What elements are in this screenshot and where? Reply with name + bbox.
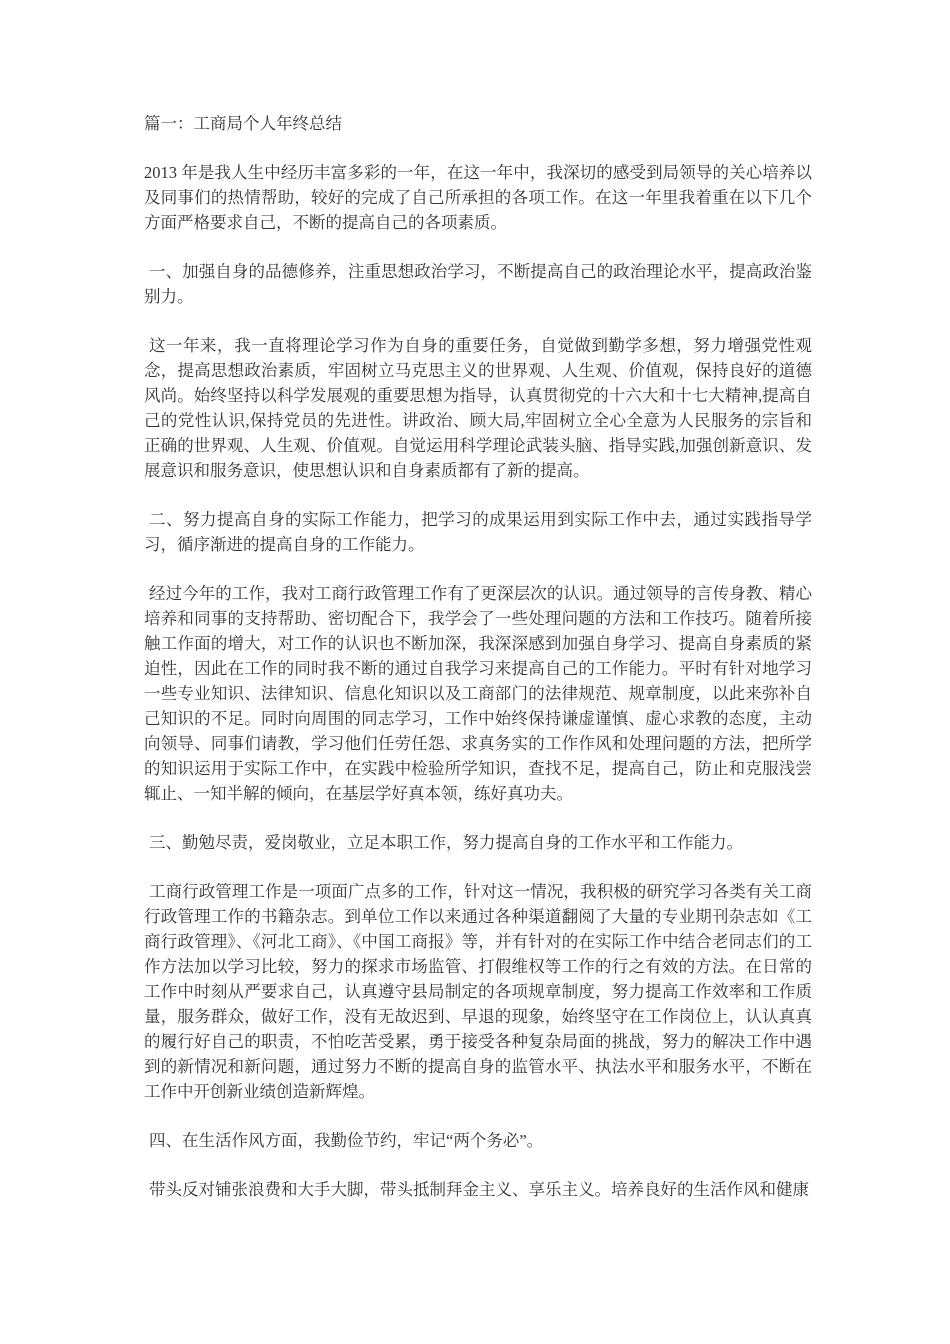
section-2-body: 经过今年的工作，我对工商行政管理工作有了更深层次的认识。通过领导的言传身教、精心培养和同事的支持帮助、密切配合下，我学会了一些处理问题的方法和工作技巧。随着所接触工作面的增大，对工作的认识也不断加深，我深深感到加强自身学习、提高自身素质的紧迫性，因此在工作的同时我不断的通过自我学习来提高自己的工作能力。平时有针对地学习一些专业知识、法律知识、信息化知识以及工商部门的法律规范、规章制度，以此来弥补自己知识的不足。同时向周围的同志学习，工作中始终保持谦虚谨慎、虚心求教的态度，主动向领导、同事们请教，学习他们任劳任怨、求真务实的工作作风和处理问题的方法，把所学的知识运用于实际工作中，在实践中检验所学知识，查找不足，提高自己，防止和克服浅尝辄止、一知半解的倾向，在基层学好真本领，练好真功夫。 [144,584,812,803]
section-3-title: 三、勤勉尽责，爱岗敬业，立足本职工作，努力提高自身的工作水平和工作能力。 [149,833,743,852]
section-4-title: 四、在生活作风方面，我勤俭节约，牢记“两个务必”。 [149,1131,544,1150]
section-3-body: 工商行政管理工作是一项面广点多的工作，针对这一情况，我积极的研究学习各类有关工商行政管理工作的书籍杂志。到单位工作以来通过各种渠道翻阅了大量的专业期刊杂志如《工商行政管理》、《河北工商》、《中国工商报》等，并有针对的在实际工作中结合老同志们的工作方法加以学习比较，努力的探求市场监管、打假维权等工作的行之有效的方法。在日常的工作中时刻从严要求自己，认真遵守县局制定的各项规章制度，努力提高工作效率和工作质量，服务群众，做好工作，没有无故迟到、早退的现象，始终坚守在工作岗位上，认认真真的履行好自己的职责，不怕吃苦受累，勇于接受各种复杂局面的挑战，努力的解决工作中遇到的新情况和新问题，通过努力不断的提高自身的监管水平、执法水平和服务水平，不断在工作中开创新业绩创造新辉煌。 [144,882,812,1101]
section-1-body: 这一年来，我一直将理论学习作为自身的重要任务，自觉做到勤学多想，努力增强党性观念，提高思想政治素质，牢固树立马克思主义的世界观、人生观、价值观，保持良好的道德风尚。始终坚持以科学发展观的重要思想为指导，认真贯彻党的十六大和十七大精神,提高自己的党性认识,保持党员的先进性。讲政治、顾大局,牢固树立全心全意为人民服务的宗旨和正确的世界观、人生观、价值观。自觉运用科学理论武装头脑、指导实践,加强创新意识、发展意识和服务意识，使思想认识和自身素质都有了新的提高。 [144,336,812,480]
section-1-title: 一、加强自身的品德修养，注重思想政治学习，不断提高自己的政治理论水平，提高政治鉴别力。 [144,262,812,306]
section-4-body: 带头反对铺张浪费和大手大脚，带头抵制拜金主义、享乐主义。培养良好的生活作风和健康 [149,1180,809,1199]
section-2-title: 二、努力提高自身的实际工作能力，把学习的成果运用到实际工作中去，通过实践指导学习，循序渐进的提高自身的工作能力。 [144,510,812,554]
document-content [144,111,812,1202]
intro-paragraph: 2013 年是我人生中经历丰富多彩的一年，在这一年中，我深切的感受到局领导的关心培养以及同事们的热情帮助，较好的完成了自己所承担的各项工作。在这一年里我着重在以下几个方面严格要求自己，不断的提高自己的各项素质。 [144,163,812,232]
document-heading: 篇一：工商局个人年终总结 [144,114,342,133]
